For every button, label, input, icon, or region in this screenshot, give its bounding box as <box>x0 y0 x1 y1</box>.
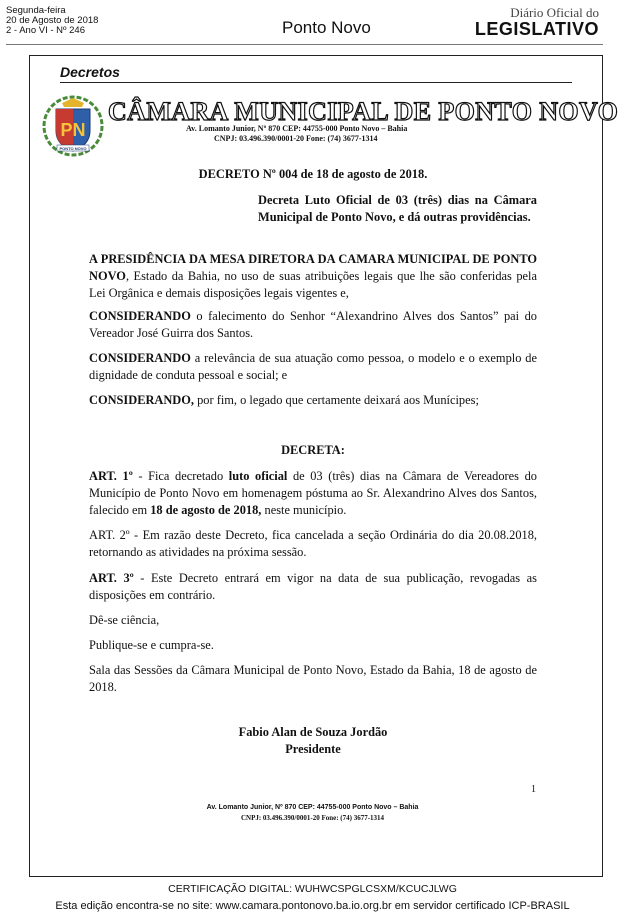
decree-number: DECRETO Nº 004 de 18 de agosto de 2018. <box>198 167 428 181</box>
article-3 <box>89 570 537 604</box>
signer-name: Fabio Alan de Souza Jordão <box>238 725 388 739</box>
chamber-cnpj: CNPJ: 03.496.390/0001-20 Fone: (74) 3677-1314 <box>214 134 378 143</box>
footer-address: Av. Lomanto Junior, Nº 870 CEP: 44755-000 Ponto Novo – Bahia <box>206 804 419 811</box>
article-text: de 03 (três) dias na Câmara de Vereadores do Município de Ponto Novo em homenagem póstuma ao Sr. Alexandrino Alves dos Santos, falecido em <box>89 469 537 517</box>
footer-cnpj: CNPJ: 03.496.390/0001-20 Fone: (74) 3677-1314 <box>240 814 385 822</box>
signature-block <box>89 724 537 758</box>
decree-summary-text: Decreta Luto Oficial de 03 (três) dias na Câmara Municipal de Ponto Novo, e dá outras providências. <box>258 193 537 224</box>
considering-label: CONSIDERANDO <box>89 351 191 365</box>
preamble-text: , Estado da Bahia, no uso de suas atribuições legais que lhe são conferidas pela Lei Orgânica e demais disposições legais vigentes e, <box>89 269 537 300</box>
signer-role: Presidente <box>285 742 341 756</box>
article-text: neste município. <box>261 503 347 517</box>
article-label: ART. 1º <box>89 469 133 483</box>
considering-1 <box>89 308 537 342</box>
chamber-name: CÂMARA MUNICIPAL DE PONTO NOVO <box>108 97 619 126</box>
logo-letters: PN <box>60 120 86 140</box>
preamble-paragraph <box>89 251 537 302</box>
publication-date: 20 de Agosto de 2018 <box>6 15 99 26</box>
article-1 <box>89 468 537 519</box>
chamber-logo-icon <box>42 95 104 157</box>
section-header <box>60 64 572 83</box>
considering-2 <box>89 350 537 384</box>
article-2 <box>89 527 537 561</box>
brand-line1: Diário Oficial do <box>510 5 599 20</box>
considering-text: o falecimento do Senhor “Alexandrino Alves dos Santos” pai do Vereador José Guirra dos Santos. <box>89 309 537 340</box>
article-text: - Fica decretado <box>132 469 229 483</box>
decree-summary <box>258 192 537 226</box>
city-title: Ponto Novo <box>282 18 371 37</box>
considering-label: CONSIDERANDO, <box>89 393 194 407</box>
considering-label: CONSIDERANDO <box>89 309 191 323</box>
site-notice: Esta edição encontra-se no site: www.camara.pontonovo.ba.io.org.br em servidor certificado ICP-BRASIL <box>55 900 570 912</box>
place-date: Sala das Sessões da Câmara Municipal de Ponto Novo, Estado da Bahia, 18 de agosto de 2018. <box>89 663 537 694</box>
preamble-authority: A PRESIDÊNCIA DA MESA DIRETORA DA CAMARA MUNICIPAL DE PONTO NOVO <box>89 252 537 283</box>
considering-text: por fim, o legado que certamente deixará aos Munícipes; <box>194 393 479 407</box>
digital-certification: CERTIFICAÇÃO DIGITAL: WUHWCSPGLCSXM/KCUCJLWG <box>168 883 457 895</box>
decree-heading <box>89 166 537 183</box>
closing-1: Dê-se ciência, <box>89 613 160 627</box>
edition-meta <box>6 6 98 36</box>
article-emphasis: luto oficial <box>228 469 288 483</box>
article-label: ART. 3º <box>89 571 134 585</box>
article-text: ART. 2º - Em razão deste Decreto, fica cancelada a seção Ordinária do dia 20.08.2018, retornando as atividades na próxima sessão. <box>89 528 537 559</box>
weekday: Segunda-feira <box>6 5 66 16</box>
gazette-brand <box>475 6 599 39</box>
decreta-heading <box>89 442 537 459</box>
decreta-label: DECRETA: <box>281 443 345 457</box>
logo-caption: PONTO NOVO <box>59 146 87 151</box>
considering-3 <box>89 392 537 409</box>
header-divider <box>6 44 603 45</box>
page-number: 1 <box>531 784 536 795</box>
edition-number: 2 - Ano VI - Nº 246 <box>6 25 85 36</box>
considering-text: a relevância de sua atuação como pessoa, o modelo e o exemplo de dignidade de conduta pessoal e social; e <box>89 351 537 382</box>
chamber-address: Av. Lomanto Junior, Nº 870 CEP: 44755-000 Ponto Novo – Bahia <box>186 124 408 133</box>
article-emphasis: 18 de agosto de 2018, <box>150 503 262 517</box>
closing-2: Publique-se e cumpra-se. <box>89 638 214 652</box>
brand-line2: LEGISLATIVO <box>474 19 599 39</box>
section-title: Decretos <box>60 64 120 80</box>
article-text: - Este Decreto entrará em vigor na data de sua publicação, revogadas as disposições em contrário. <box>89 571 537 602</box>
